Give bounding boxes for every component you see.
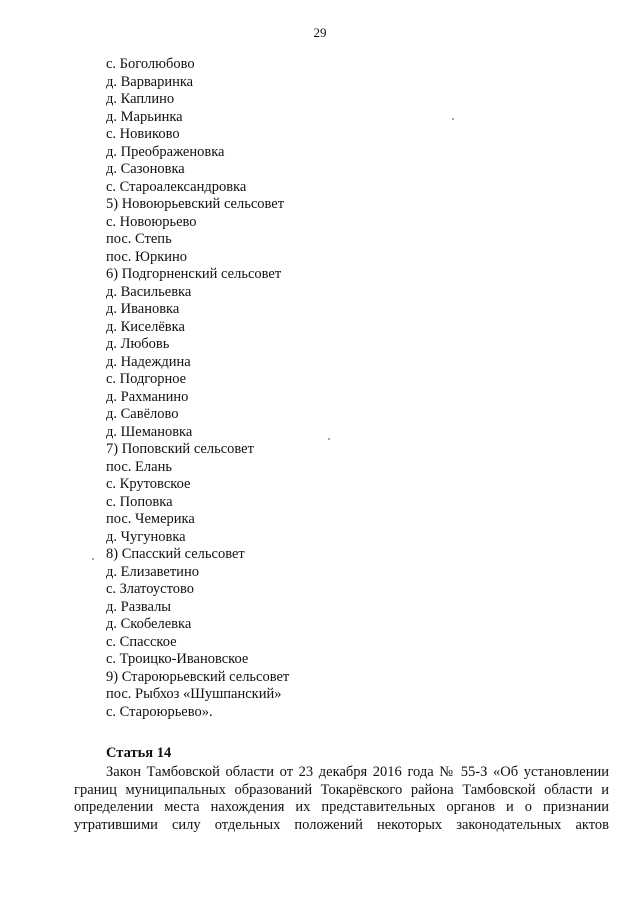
list-item: с. Староюрьево». — [106, 703, 213, 720]
list-item: д. Савёлово — [106, 406, 179, 422]
list-item: с. Новиково — [106, 126, 180, 142]
list-item: д. Надеждина — [106, 353, 191, 370]
scan-speck — [328, 438, 330, 440]
list-item: с. Поповка — [106, 493, 173, 510]
list-item: пос. Чемерика — [106, 511, 195, 527]
list-item: д. Варваринка — [106, 73, 194, 90]
article-text-line: границ муниципальных образований Токарёвского района Тамбовской области и — [74, 781, 609, 798]
list-item: 5) Новоюрьевский сельсовет — [106, 196, 285, 212]
list-item: с. Спасское — [106, 633, 177, 650]
list-item: с. Боголюбово — [106, 56, 195, 72]
list-item: с. Златоустово — [106, 581, 194, 597]
scan-speck — [92, 558, 94, 560]
settlement-list — [106, 56, 289, 721]
list-item: пос. Юркино — [106, 248, 188, 265]
article-text-line: определении места нахождения их представительных органов и о признании — [74, 799, 609, 815]
list-item: 6) Подгорненский сельсовет — [106, 266, 282, 282]
list-item: д. Ивановка — [106, 301, 180, 317]
list-item: д. Рахманино — [106, 388, 189, 405]
list-item: д. Любовь — [106, 336, 170, 352]
article-text-line: Закон Тамбовской области от 23 декабря 2016 года № 55-З «Об установлении — [106, 764, 609, 780]
list-item: д. Преображеновка — [106, 143, 225, 160]
scan-speck — [452, 118, 454, 120]
list-item: д. Сазоновка — [106, 161, 185, 177]
list-item: д. Чугуновка — [106, 528, 186, 545]
page-number: 29 — [313, 25, 327, 40]
list-item: пос. Степь — [106, 231, 172, 247]
list-item: 9) Староюрьевский сельсовет — [106, 668, 290, 685]
list-item: д. Каплино — [106, 91, 175, 107]
list-item: д. Васильевка — [106, 283, 192, 300]
list-item: д. Киселёвка — [106, 318, 185, 335]
list-item: с. Троицко-Ивановское — [106, 651, 249, 667]
list-item: д. Марьинка — [106, 108, 183, 125]
list-item: с. Крутовское — [106, 476, 191, 492]
list-item: с. Подгорное — [106, 371, 187, 387]
article-text — [74, 764, 609, 834]
list-item: пос. Рыбхоз «Шушпанский» — [106, 686, 282, 702]
list-item: пос. Елань — [106, 458, 172, 475]
list-item: с. Староалександровка — [106, 178, 247, 195]
article-heading: Статья 14 — [106, 745, 172, 761]
list-item: д. Скобелевка — [106, 616, 192, 632]
list-item: 7) Поповский сельсовет — [106, 441, 254, 457]
article-text-line: утратившими силу отдельных положений некоторых законодательных актов — [74, 816, 609, 833]
list-item: д. Шемановка — [106, 423, 193, 440]
list-item: д. Елизаветино — [106, 563, 199, 580]
list-item: с. Новоюрьево — [106, 213, 197, 230]
list-item: 8) Спасский сельсовет — [106, 546, 245, 562]
list-item: д. Развалы — [106, 598, 172, 615]
